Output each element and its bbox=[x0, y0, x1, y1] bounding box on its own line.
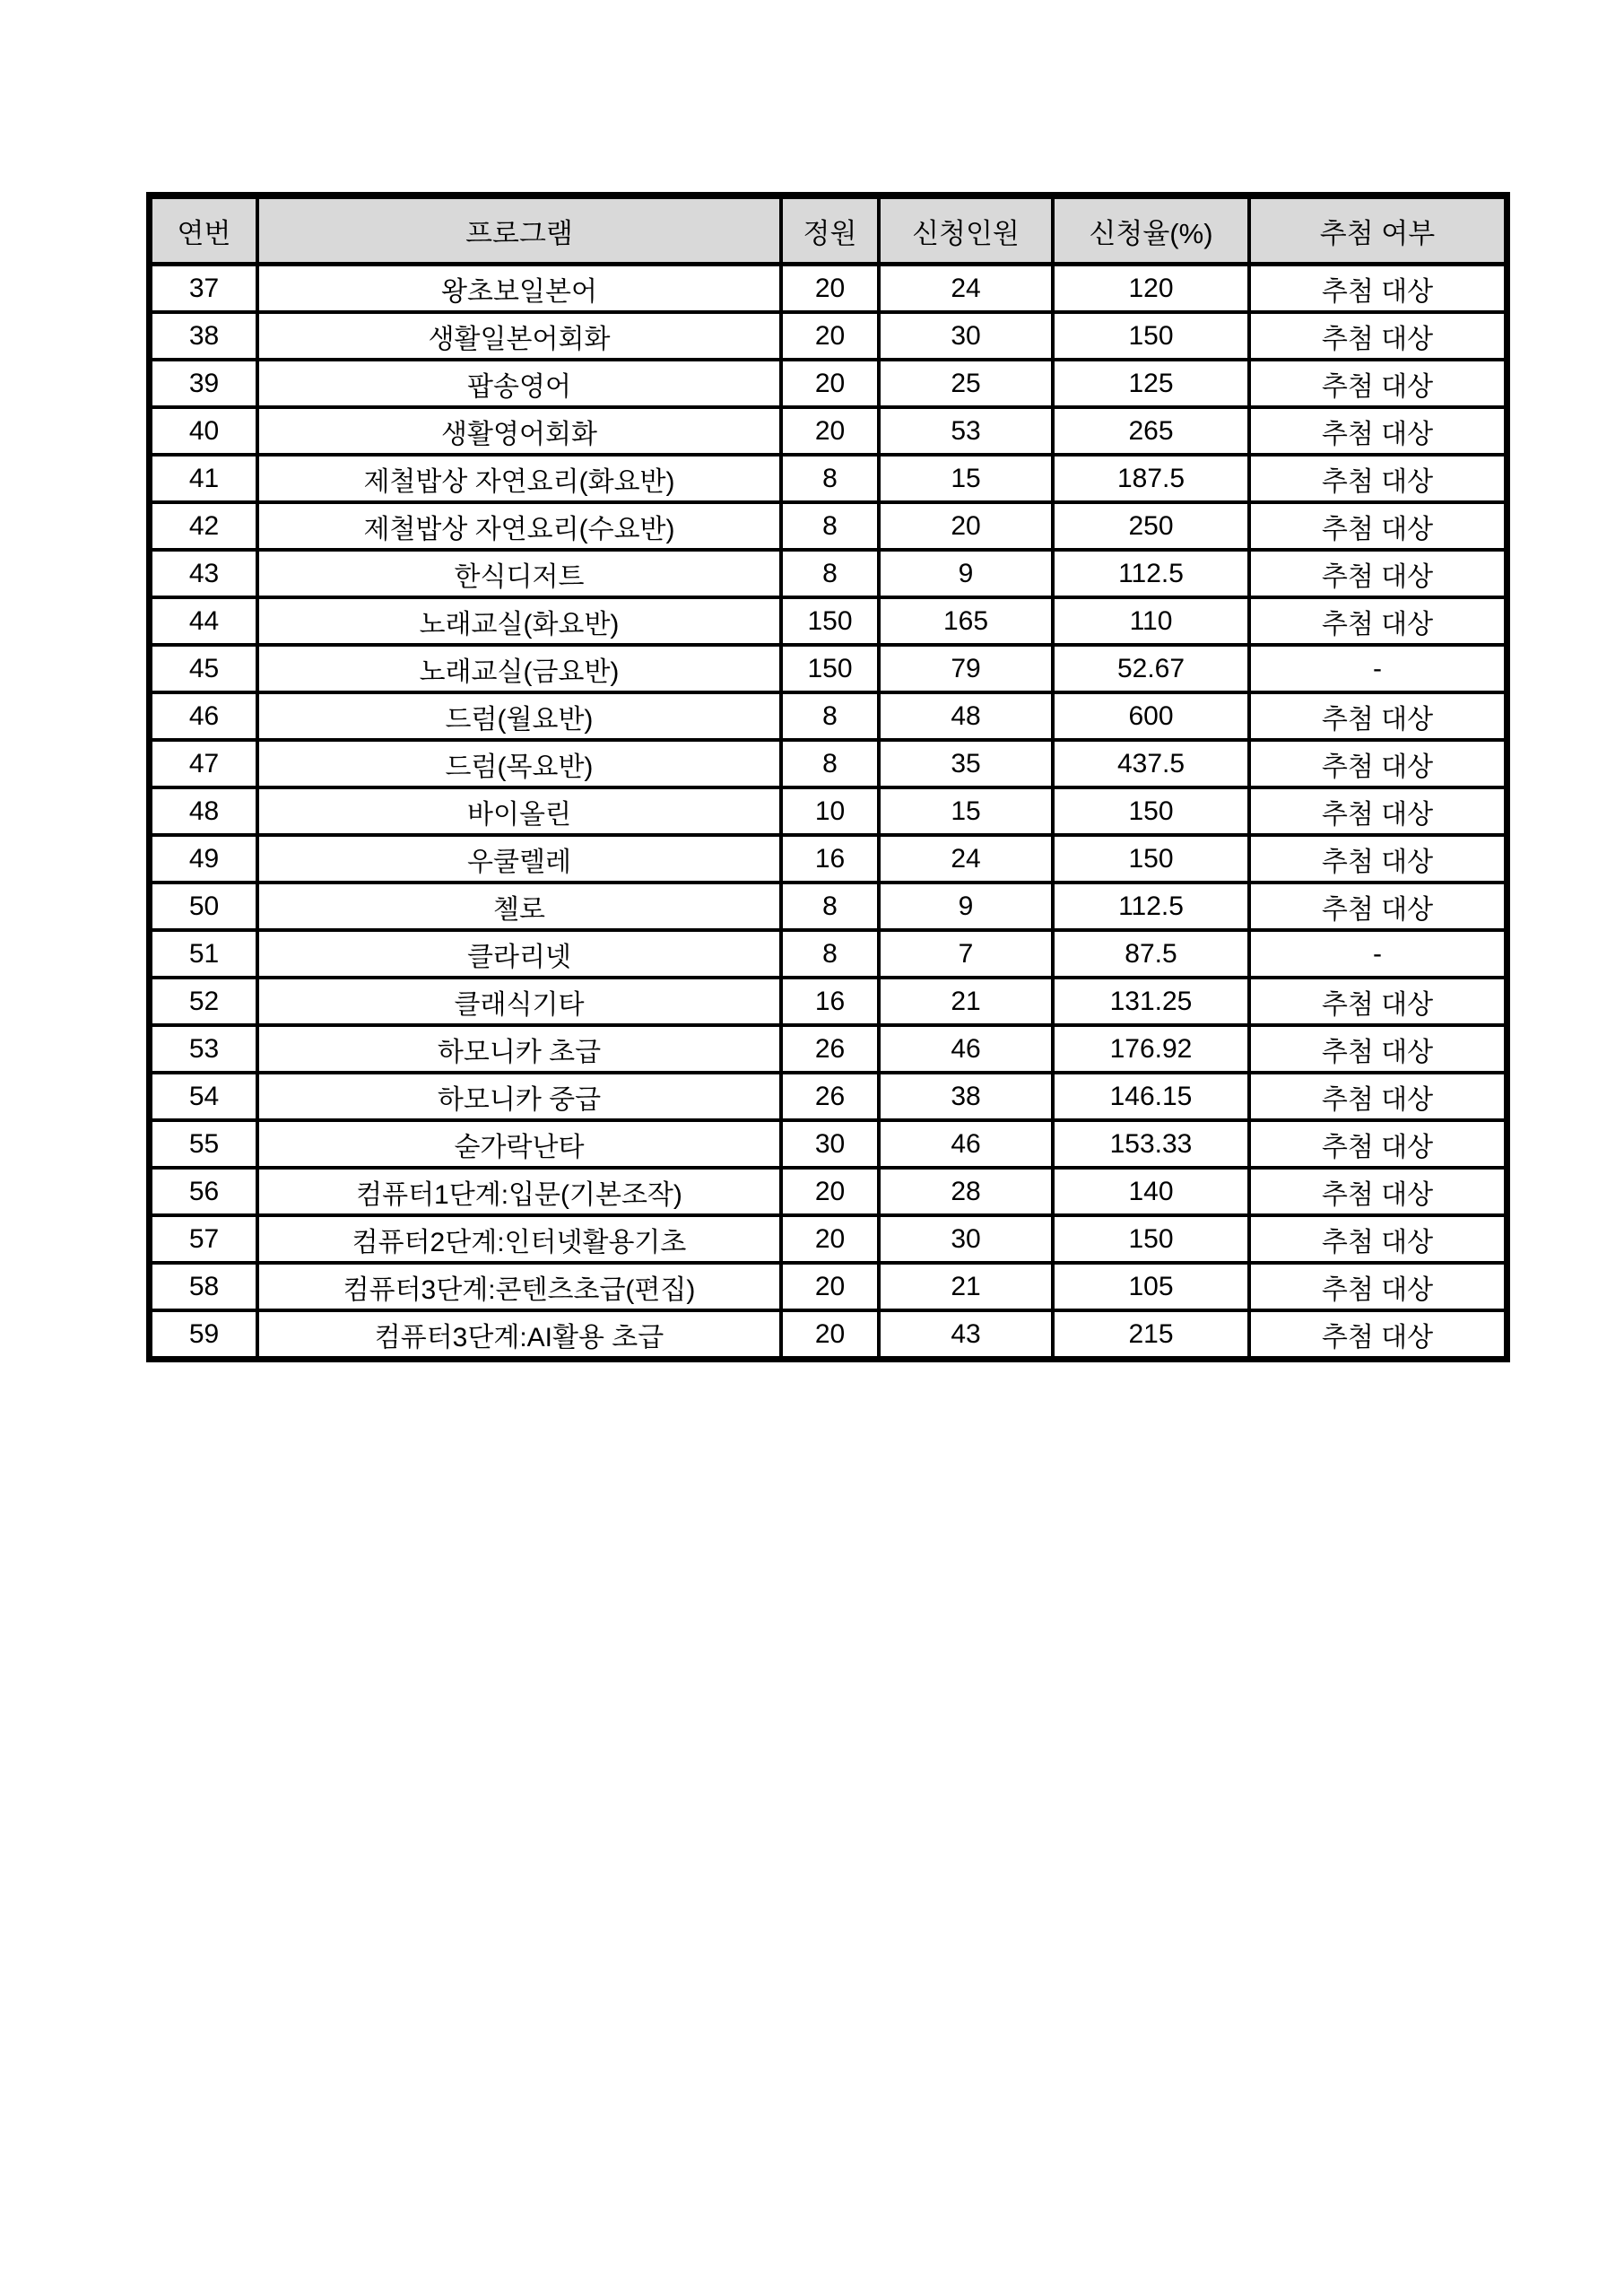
table-row bbox=[150, 1120, 1507, 1168]
cell-applicants: 165 bbox=[879, 597, 1053, 645]
cell-program: 노래교실(화요반) bbox=[257, 597, 781, 645]
cell-capacity: 20 bbox=[781, 1168, 879, 1215]
cell-program: 생활영어회화 bbox=[257, 407, 781, 455]
table-row bbox=[150, 787, 1507, 835]
cell-applicants: 15 bbox=[879, 787, 1053, 835]
cell-program: 제철밥상 자연요리(수요반) bbox=[257, 502, 781, 550]
cell-rate: 120 bbox=[1053, 265, 1249, 313]
cell-no: 45 bbox=[150, 645, 258, 692]
cell-lottery: 추첨 대상 bbox=[1249, 502, 1507, 550]
header-lottery: 추첨 여부 bbox=[1249, 196, 1507, 265]
cell-rate: 87.5 bbox=[1053, 930, 1249, 978]
cell-lottery: 추첨 대상 bbox=[1249, 835, 1507, 883]
cell-capacity: 8 bbox=[781, 692, 879, 740]
cell-capacity: 8 bbox=[781, 502, 879, 550]
cell-capacity: 26 bbox=[781, 1073, 879, 1120]
header-capacity: 정원 bbox=[781, 196, 879, 265]
cell-program: 클라리넷 bbox=[257, 930, 781, 978]
table-row bbox=[150, 502, 1507, 550]
cell-program: 컴퓨터1단계:입문(기본조작) bbox=[257, 1168, 781, 1215]
cell-applicants: 24 bbox=[879, 265, 1053, 313]
cell-lottery: 추첨 대상 bbox=[1249, 455, 1507, 502]
cell-lottery: 추첨 대상 bbox=[1249, 692, 1507, 740]
cell-rate: 125 bbox=[1053, 360, 1249, 407]
cell-capacity: 20 bbox=[781, 407, 879, 455]
cell-rate: 265 bbox=[1053, 407, 1249, 455]
cell-capacity: 8 bbox=[781, 455, 879, 502]
cell-applicants: 53 bbox=[879, 407, 1053, 455]
cell-no: 53 bbox=[150, 1025, 258, 1073]
cell-capacity: 20 bbox=[781, 265, 879, 313]
cell-no: 44 bbox=[150, 597, 258, 645]
cell-program: 드럼(목요반) bbox=[257, 740, 781, 787]
cell-lottery: 추첨 대상 bbox=[1249, 550, 1507, 597]
cell-lottery: 추첨 대상 bbox=[1249, 1025, 1507, 1073]
cell-no: 42 bbox=[150, 502, 258, 550]
table-row bbox=[150, 740, 1507, 787]
cell-lottery: 추첨 대상 bbox=[1249, 740, 1507, 787]
cell-rate: 150 bbox=[1053, 1215, 1249, 1263]
cell-no: 54 bbox=[150, 1073, 258, 1120]
cell-no: 50 bbox=[150, 883, 258, 930]
cell-program: 우쿨렐레 bbox=[257, 835, 781, 883]
program-application-table bbox=[146, 192, 1510, 1362]
cell-rate: 131.25 bbox=[1053, 978, 1249, 1025]
cell-applicants: 30 bbox=[879, 1215, 1053, 1263]
cell-no: 57 bbox=[150, 1215, 258, 1263]
cell-applicants: 9 bbox=[879, 550, 1053, 597]
cell-program: 드럼(월요반) bbox=[257, 692, 781, 740]
cell-applicants: 35 bbox=[879, 740, 1053, 787]
cell-capacity: 8 bbox=[781, 883, 879, 930]
cell-applicants: 48 bbox=[879, 692, 1053, 740]
table-row bbox=[150, 597, 1507, 645]
table-row bbox=[150, 1025, 1507, 1073]
cell-lottery: 추첨 대상 bbox=[1249, 1073, 1507, 1120]
cell-no: 48 bbox=[150, 787, 258, 835]
cell-lottery: 추첨 대상 bbox=[1249, 407, 1507, 455]
header-program: 프로그램 bbox=[257, 196, 781, 265]
cell-applicants: 38 bbox=[879, 1073, 1053, 1120]
cell-rate: 112.5 bbox=[1053, 883, 1249, 930]
cell-rate: 140 bbox=[1053, 1168, 1249, 1215]
cell-no: 46 bbox=[150, 692, 258, 740]
cell-lottery: - bbox=[1249, 930, 1507, 978]
header-applicants: 신청인원 bbox=[879, 196, 1053, 265]
cell-applicants: 9 bbox=[879, 883, 1053, 930]
cell-capacity: 16 bbox=[781, 835, 879, 883]
cell-lottery: 추첨 대상 bbox=[1249, 360, 1507, 407]
cell-capacity: 150 bbox=[781, 597, 879, 645]
cell-lottery: - bbox=[1249, 645, 1507, 692]
table-row bbox=[150, 455, 1507, 502]
cell-capacity: 8 bbox=[781, 550, 879, 597]
cell-lottery: 추첨 대상 bbox=[1249, 1263, 1507, 1310]
cell-capacity: 16 bbox=[781, 978, 879, 1025]
cell-program: 한식디저트 bbox=[257, 550, 781, 597]
table-row bbox=[150, 645, 1507, 692]
table-row bbox=[150, 692, 1507, 740]
cell-program: 하모니카 중급 bbox=[257, 1073, 781, 1120]
table-row bbox=[150, 1215, 1507, 1263]
cell-rate: 146.15 bbox=[1053, 1073, 1249, 1120]
table-row bbox=[150, 360, 1507, 407]
table-row bbox=[150, 1168, 1507, 1215]
cell-no: 39 bbox=[150, 360, 258, 407]
cell-program: 왕초보일본어 bbox=[257, 265, 781, 313]
cell-no: 51 bbox=[150, 930, 258, 978]
cell-lottery: 추첨 대상 bbox=[1249, 787, 1507, 835]
cell-program: 첼로 bbox=[257, 883, 781, 930]
cell-applicants: 46 bbox=[879, 1025, 1053, 1073]
cell-capacity: 26 bbox=[781, 1025, 879, 1073]
cell-applicants: 30 bbox=[879, 312, 1053, 360]
table-row bbox=[150, 883, 1507, 930]
cell-capacity: 20 bbox=[781, 1215, 879, 1263]
cell-program: 컴퓨터3단계:콘텐츠초급(편집) bbox=[257, 1263, 781, 1310]
cell-program: 컴퓨터2단계:인터넷활용기초 bbox=[257, 1215, 781, 1263]
cell-capacity: 8 bbox=[781, 930, 879, 978]
cell-capacity: 20 bbox=[781, 360, 879, 407]
cell-applicants: 7 bbox=[879, 930, 1053, 978]
cell-no: 38 bbox=[150, 312, 258, 360]
cell-no: 58 bbox=[150, 1263, 258, 1310]
cell-no: 41 bbox=[150, 455, 258, 502]
table-header bbox=[150, 196, 1507, 265]
cell-no: 59 bbox=[150, 1310, 258, 1360]
table-row bbox=[150, 1263, 1507, 1310]
cell-program: 숟가락난타 bbox=[257, 1120, 781, 1168]
cell-lottery: 추첨 대상 bbox=[1249, 1168, 1507, 1215]
cell-capacity: 20 bbox=[781, 1310, 879, 1360]
cell-applicants: 24 bbox=[879, 835, 1053, 883]
cell-rate: 105 bbox=[1053, 1263, 1249, 1310]
cell-no: 43 bbox=[150, 550, 258, 597]
cell-no: 40 bbox=[150, 407, 258, 455]
cell-lottery: 추첨 대상 bbox=[1249, 312, 1507, 360]
cell-rate: 437.5 bbox=[1053, 740, 1249, 787]
cell-lottery: 추첨 대상 bbox=[1249, 1215, 1507, 1263]
cell-lottery: 추첨 대상 bbox=[1249, 1120, 1507, 1168]
cell-no: 52 bbox=[150, 978, 258, 1025]
cell-rate: 150 bbox=[1053, 835, 1249, 883]
cell-capacity: 20 bbox=[781, 1263, 879, 1310]
cell-lottery: 추첨 대상 bbox=[1249, 883, 1507, 930]
cell-applicants: 21 bbox=[879, 1263, 1053, 1310]
cell-lottery: 추첨 대상 bbox=[1249, 978, 1507, 1025]
cell-applicants: 43 bbox=[879, 1310, 1053, 1360]
table-row bbox=[150, 835, 1507, 883]
cell-capacity: 150 bbox=[781, 645, 879, 692]
table-row bbox=[150, 978, 1507, 1025]
cell-program: 노래교실(금요반) bbox=[257, 645, 781, 692]
cell-rate: 176.92 bbox=[1053, 1025, 1249, 1073]
cell-rate: 153.33 bbox=[1053, 1120, 1249, 1168]
cell-applicants: 15 bbox=[879, 455, 1053, 502]
cell-capacity: 30 bbox=[781, 1120, 879, 1168]
cell-rate: 250 bbox=[1053, 502, 1249, 550]
cell-lottery: 추첨 대상 bbox=[1249, 597, 1507, 645]
cell-program: 컴퓨터3단계:AI활용 초급 bbox=[257, 1310, 781, 1360]
cell-applicants: 25 bbox=[879, 360, 1053, 407]
cell-applicants: 46 bbox=[879, 1120, 1053, 1168]
header-rate: 신청율(%) bbox=[1053, 196, 1249, 265]
cell-rate: 52.67 bbox=[1053, 645, 1249, 692]
table-row bbox=[150, 1310, 1507, 1360]
cell-program: 하모니카 초급 bbox=[257, 1025, 781, 1073]
cell-applicants: 21 bbox=[879, 978, 1053, 1025]
cell-rate: 150 bbox=[1053, 787, 1249, 835]
cell-rate: 150 bbox=[1053, 312, 1249, 360]
cell-program: 생활일본어회화 bbox=[257, 312, 781, 360]
table-row bbox=[150, 407, 1507, 455]
table-row bbox=[150, 265, 1507, 313]
header-no: 연번 bbox=[150, 196, 258, 265]
header-row bbox=[150, 196, 1507, 265]
cell-applicants: 20 bbox=[879, 502, 1053, 550]
cell-applicants: 28 bbox=[879, 1168, 1053, 1215]
cell-no: 37 bbox=[150, 265, 258, 313]
table-row bbox=[150, 550, 1507, 597]
cell-no: 49 bbox=[150, 835, 258, 883]
cell-program: 제철밥상 자연요리(화요반) bbox=[257, 455, 781, 502]
cell-program: 팝송영어 bbox=[257, 360, 781, 407]
cell-program: 클래식기타 bbox=[257, 978, 781, 1025]
cell-capacity: 20 bbox=[781, 312, 879, 360]
table-row bbox=[150, 1073, 1507, 1120]
table-body bbox=[150, 265, 1507, 1360]
cell-rate: 110 bbox=[1053, 597, 1249, 645]
table-row bbox=[150, 930, 1507, 978]
table-row bbox=[150, 312, 1507, 360]
cell-no: 55 bbox=[150, 1120, 258, 1168]
cell-no: 47 bbox=[150, 740, 258, 787]
cell-rate: 600 bbox=[1053, 692, 1249, 740]
cell-lottery: 추첨 대상 bbox=[1249, 1310, 1507, 1360]
cell-capacity: 8 bbox=[781, 740, 879, 787]
cell-no: 56 bbox=[150, 1168, 258, 1215]
cell-rate: 112.5 bbox=[1053, 550, 1249, 597]
cell-rate: 187.5 bbox=[1053, 455, 1249, 502]
cell-rate: 215 bbox=[1053, 1310, 1249, 1360]
cell-capacity: 10 bbox=[781, 787, 879, 835]
cell-applicants: 79 bbox=[879, 645, 1053, 692]
cell-program: 바이올린 bbox=[257, 787, 781, 835]
cell-lottery: 추첨 대상 bbox=[1249, 265, 1507, 313]
